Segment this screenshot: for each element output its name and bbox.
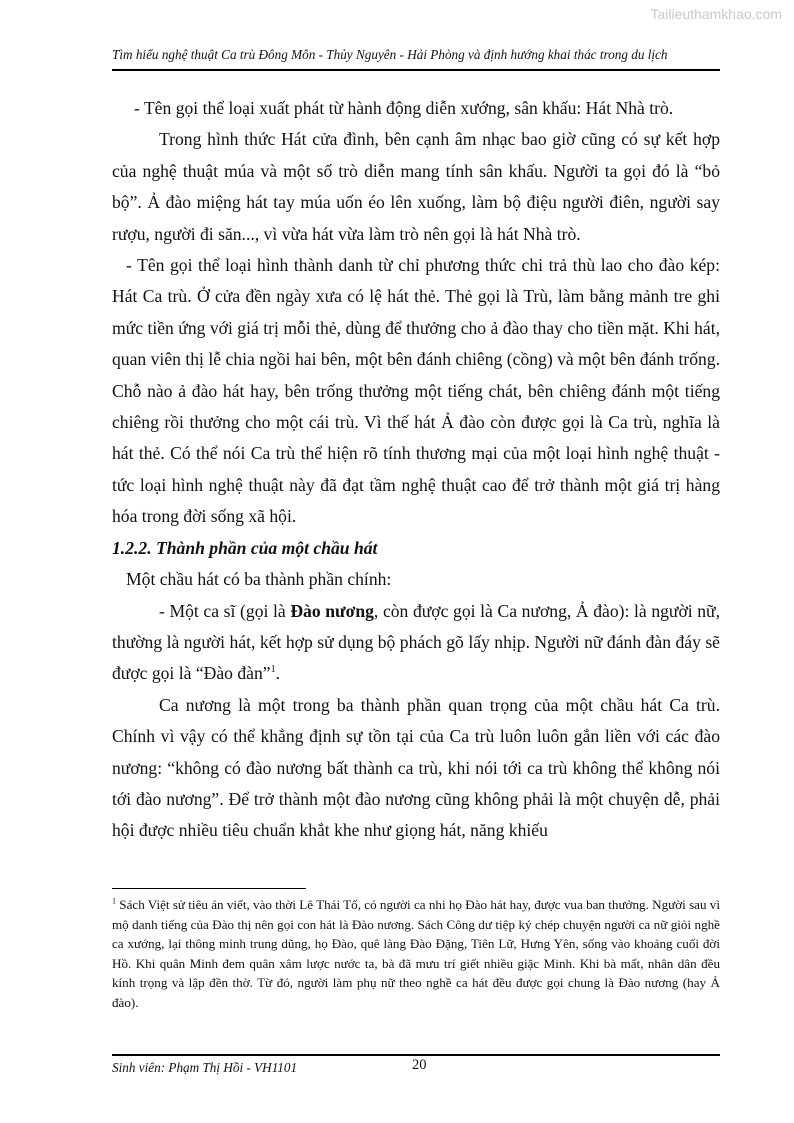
section-heading: 1.2.2. Thành phần của một chầu hát bbox=[112, 537, 378, 558]
footnote bbox=[112, 895, 720, 1013]
paragraph-4: Một chầu hát có ba thành phần chính: bbox=[126, 569, 392, 590]
paragraph-1: - Tên gọi thể loại xuất phát từ hành động diễn xướng, sân khấu: Hát Nhà trò. bbox=[134, 98, 674, 118]
paragraph-5-rest: , còn được gọi là Ca nương, Ả đào): là người nữ, thường là người hát, kết hợp sử dụng bộ phách gõ lấy nhịp. Người nữ đánh đàn đáy sẽ được gọi là “Đào đàn” bbox=[112, 600, 720, 684]
paragraph-2: Trong hình thức Hát cửa đình, bên cạnh âm nhạc bao giờ cũng có sự kết hợp của nghệ thuật múa và một số trò diễn mang tính sân khấu. Người ta gọi đó là “bỏ bộ”. Ả đào miệng hát tay múa uốn éo lên xuống, làm bộ điệu người điên, người say rượu, người đi săn..., vì vừa hát vừa làm trò nên gọi là hát Nhà trò. bbox=[112, 129, 720, 244]
footnote-mark: 1 bbox=[112, 896, 116, 906]
footer-student: Sinh viên: Phạm Thị Hồi - VH1101 bbox=[112, 1060, 298, 1075]
footnote-ref[interactable]: 1 bbox=[270, 664, 276, 676]
footnote-rule bbox=[112, 888, 306, 889]
page-number: 20 bbox=[412, 1057, 427, 1073]
paragraph-5 bbox=[112, 596, 720, 690]
paragraph-3: - Tên gọi thể loại hình thành danh từ chỉ phương thức chi trả thù lao cho đào kép: Hát Ca trù. Ở cửa đền ngày xưa có lệ hát thẻ. Thẻ gọi là Trù, làm bằng mảnh tre ghi mức tiền ứng với giá trị mỗi thẻ, dùng để thưởng cho ả đào thay cho tiền mặt. Khi hát, quan viên thị lễ chia ngồi hai bên, một bên đánh chiêng (cồng) và một bên đánh trống. Chỗ nào ả đào hát hay, bên trống thưởng một tiếng chát, bên chiêng đánh một tiếng chiêng rồi thưởng cho một cái trù. Vì thế hát Ả đào còn được gọi là Ca trù, nghĩa là hát thẻ. Có thể nói Ca trù thể hiện rõ tính thương mại của một loại hình nghệ thuật - tức loại hình nghệ thuật này đã đạt tầm nghệ thuật cao để trở thành một giá trị hàng hóa trong đời sống xã hội. bbox=[112, 255, 720, 527]
header-rule bbox=[112, 69, 720, 71]
footer-rule bbox=[112, 1054, 720, 1056]
running-header: Tìm hiểu nghệ thuật Ca trù Đông Môn - Thủy Nguyên - Hải Phòng và định hướng khai thác trong du lịch bbox=[112, 47, 668, 62]
watermark: Tailieuthamkhao.com bbox=[650, 6, 782, 22]
footnote-text: Sách Việt sử tiêu án viết, vào thời Lê Thái Tổ, có người ca nhi họ Đào hát hay, được vua ban thưởng. Người sau vì mộ danh tiếng của Đào thị nên gọi con hát là Đào nương. Sách Công dư tiệp ký chép chuyện người ca nữ giỏi nghề ca xướng, lại thông minh trung dũng, họ Đào, quê làng Đào Đặng, Tiên Lữ, Hưng Yên, sống vào khoảng cuối đời Hồ. Khi quân Minh đem quân xâm lược nước ta, bà đã mưu trí giết nhiều giặc Minh. Khi bà mất, nhân dân đều kính trọng và lập đền thờ. Từ đó, người làm phụ nữ theo nghề ca hát đều được gọi chung là Đào nương (hay Ả đào). bbox=[112, 897, 720, 1010]
paragraph-5-end: . bbox=[275, 663, 280, 684]
paragraph-6: Ca nương là một trong ba thành phần quan trọng của một chầu hát Ca trù. Chính vì vậy có thể khẳng định sự tồn tại của Ca trù luôn luôn gắn liền với các đào nương: “không có đào nương bất thành ca trù, khi nói tới ca trù không thể không nói tới đào nương”. Để trở thành một đào nương cũng không phải là một chuyện dễ, phải hội được nhiều tiêu chuẩn khắt khe như giọng hát, năng khiếu bbox=[112, 694, 720, 841]
body-text bbox=[112, 93, 720, 847]
paragraph-5-start: - Một ca sĩ (gọi là bbox=[159, 600, 291, 621]
bold-term: Đào nương bbox=[290, 600, 374, 621]
